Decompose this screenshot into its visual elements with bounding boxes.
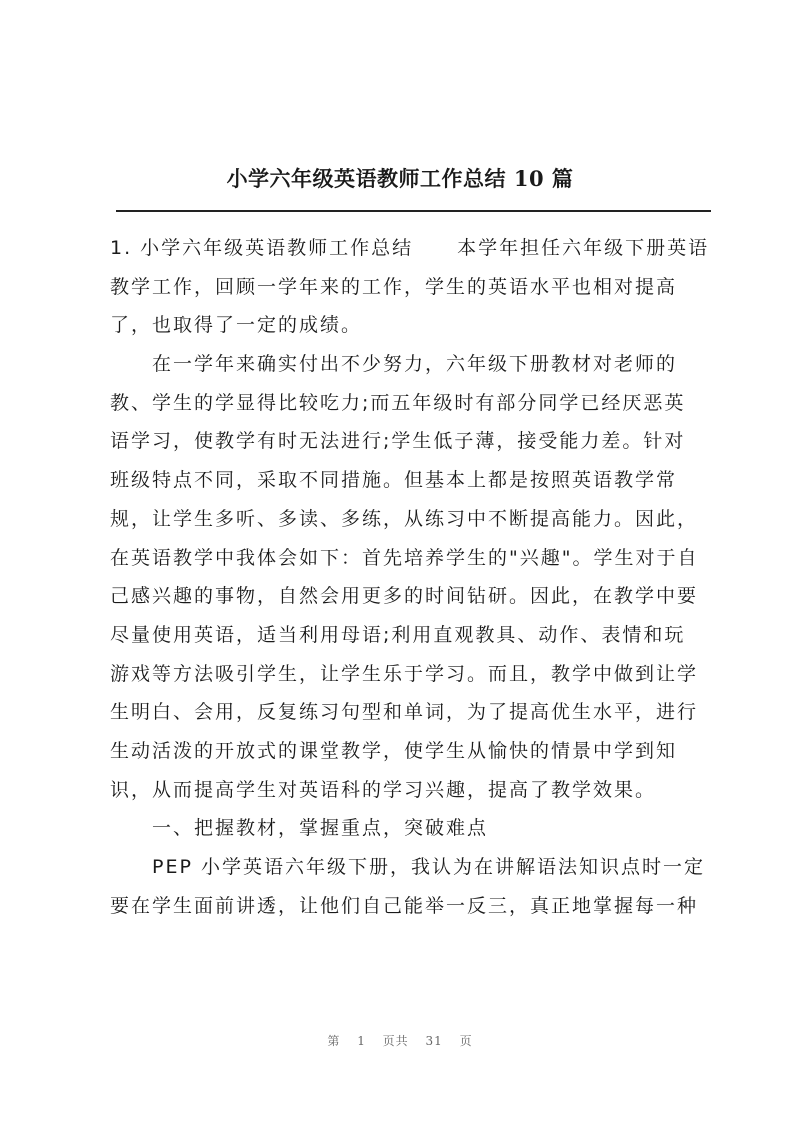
subsection-heading: 一、把握教材，掌握重点，突破难点	[152, 817, 489, 840]
body-line: 规，让学生多听、多读、多练，从练习中不断提高能力。因此，	[110, 507, 699, 530]
footer-suffix: 页	[459, 1034, 473, 1048]
body-line: 要在学生面前讲透，让他们自己能举一反三，真正地掌握每一种	[110, 894, 699, 917]
body-line: 在英语教学中我体会如下：首先培养学生的"兴趣"。学生对于自	[110, 546, 699, 569]
document-body	[110, 229, 710, 925]
paragraph-first-line: 在一学年来确实付出不少努力，六年级下册教材对老师的	[152, 353, 678, 376]
body-line: 游戏等方法吸引学生，让学生乐于学习。而且，教学中做到让学	[110, 662, 699, 685]
body-line: 尽量使用英语，适当利用母语;利用直观教具、动作、表情和玩	[110, 623, 686, 646]
body-line: 班级特点不同，采取不同措施。但基本上都是按照英语教学常	[110, 469, 678, 492]
body-line: 语学习，使教学有时无法进行;学生低子薄，接受能力差。针对	[110, 430, 686, 453]
body-line: 教、学生的学显得比较吃力;而五年级时有部分同学已经厌恶英	[110, 391, 686, 414]
body-line: 己感兴趣的事物，自然会用更多的时间钻研。因此，在教学中要	[110, 585, 699, 608]
title-underline	[116, 210, 711, 212]
footer-total-pages: 31	[425, 1034, 443, 1048]
footer-page-number: 1	[357, 1034, 366, 1048]
body-line	[110, 229, 710, 268]
footer-prefix: 第	[327, 1034, 341, 1048]
body-line: 生动活泼的开放式的课堂教学，使学生从愉快的情景中学到知	[110, 739, 678, 762]
page-footer	[0, 1032, 800, 1049]
body-line: 生明白、会用，反复练习句型和单词，为了提高优生水平，进行	[110, 701, 699, 724]
body-text: 本学年担任六年级下册英语	[457, 237, 710, 259]
section-heading: 1. 小学六年级英语教师工作总结	[110, 237, 414, 259]
body-line: 识，从而提高学生对英语科的学习兴趣，提高了教学效果。	[110, 778, 657, 801]
document-title: 小学六年级英语教师工作总结 10 篇	[226, 166, 574, 191]
paragraph-first-line: PEP 小学英语六年级下册，我认为在讲解语法知识点时一定	[152, 856, 705, 878]
footer-mid: 页共	[382, 1034, 409, 1048]
body-line: 了，也取得了一定的成绩。	[110, 314, 363, 337]
body-line: 教学工作，回顾一学年来的工作，学生的英语水平也相对提高	[110, 275, 678, 298]
